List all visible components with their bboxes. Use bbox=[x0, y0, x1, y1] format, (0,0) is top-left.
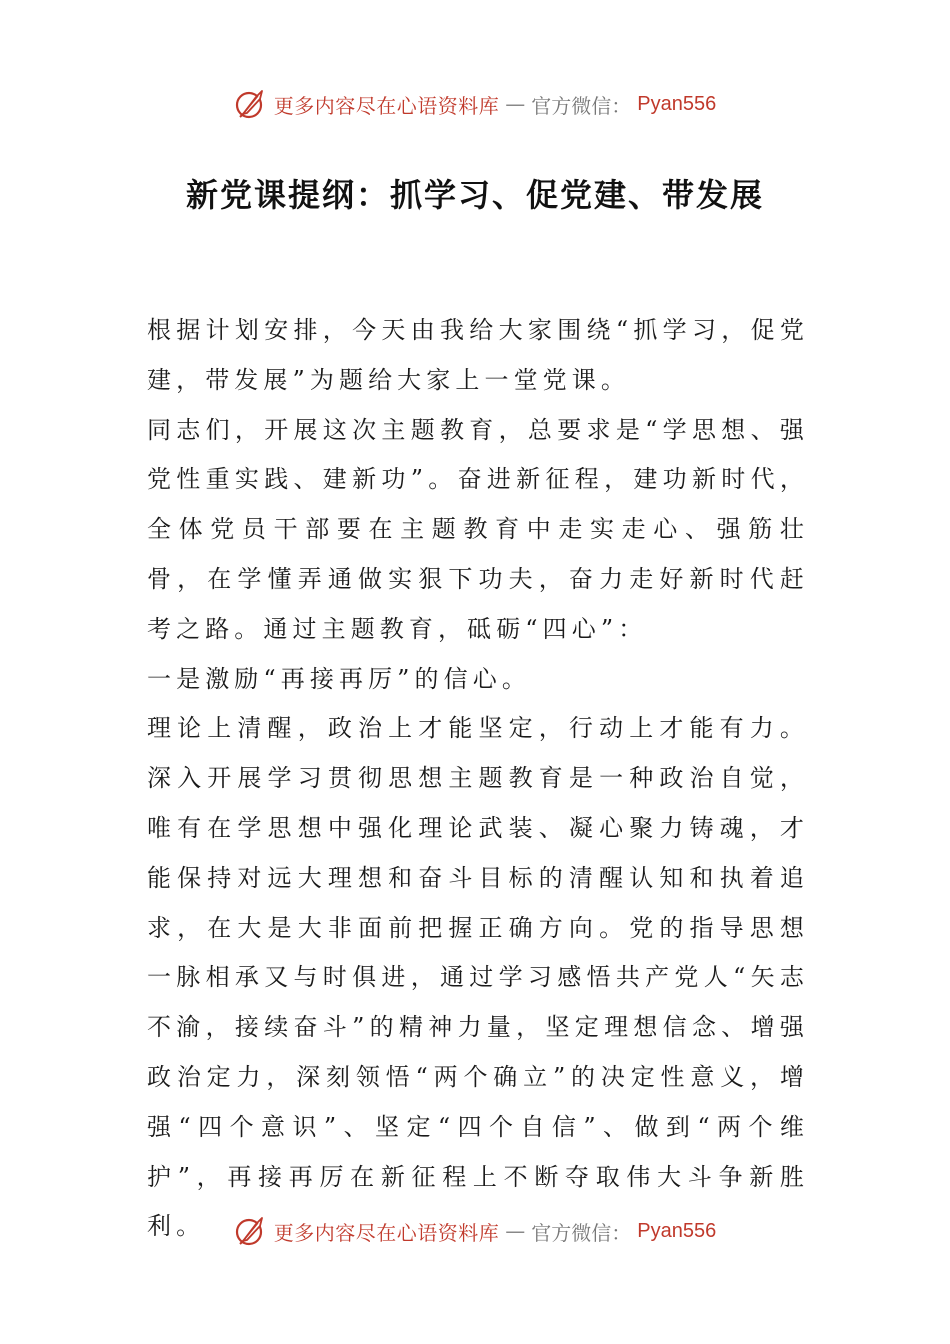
footer-banner bbox=[0, 1211, 950, 1251]
header-banner bbox=[0, 84, 950, 124]
banner-site-name: 更多内容尽在心语资料库 bbox=[273, 93, 500, 118]
paragraph-requirements: 同志们，开展这次主题教育，总要求是“学思想、强党性重实践、建新功”。奋进新征程，建功新时代，全体党员干部要在主题教育中走实走心、强筋壮骨，在学懂弄通做实狠下功夫，奋力走好新时代赶考之路。通过主题教育，砥砺“四心”： bbox=[147, 415, 809, 643]
banner-contact-id: Pyan556 bbox=[637, 1219, 717, 1242]
footer-banner-content bbox=[234, 1214, 716, 1248]
paragraph-point-one-heading: 一是激励“再接再厉”的信心。 bbox=[147, 664, 531, 693]
document-title: 新党课提纲：抓学习、促党建、带发展 bbox=[185, 176, 764, 214]
document-body bbox=[147, 306, 809, 1252]
paragraph-intro: 根据计划安排，今天由我给大家围绕“抓学习，促党建，带发展”为题给大家上一堂党课。 bbox=[147, 316, 809, 394]
header-banner-content bbox=[234, 87, 716, 121]
banner-site-name: 更多内容尽在心语资料库 bbox=[273, 1220, 500, 1245]
banner-contact-label: 官方微信： bbox=[531, 1220, 632, 1245]
banner-separator: — bbox=[505, 1219, 526, 1243]
quill-pen-logo-icon bbox=[234, 1214, 268, 1248]
paragraph-point-one-body: 理论上清醒，政治上才能坚定，行动上才能有力。深入开展学习贯彻思想主题教育是一种政治自觉，唯有在学思想中强化理论武装、凝心聚力铸魂，才能保持对远大理想和奋斗目标的清醒认知和执着追求，在大是大非面前把握正确方向。党的指导思想一脉相承又与时俱进，通过学习感悟共产党人“矢志不渝，接续奋斗”的精神力量，坚定理想信念、增强政治定力，深刻领悟“两个确立”的决定性意义，增强“四个意识”、坚定“四个自信”、做到“两个维护”，再接再厉在新征程上不断夺取伟大斗争新胜利。 bbox=[147, 714, 809, 1241]
banner-contact-label: 官方微信： bbox=[531, 93, 632, 118]
banner-separator: — bbox=[505, 92, 526, 116]
quill-pen-logo-icon bbox=[234, 87, 268, 121]
banner-contact-id: Pyan556 bbox=[637, 92, 717, 115]
